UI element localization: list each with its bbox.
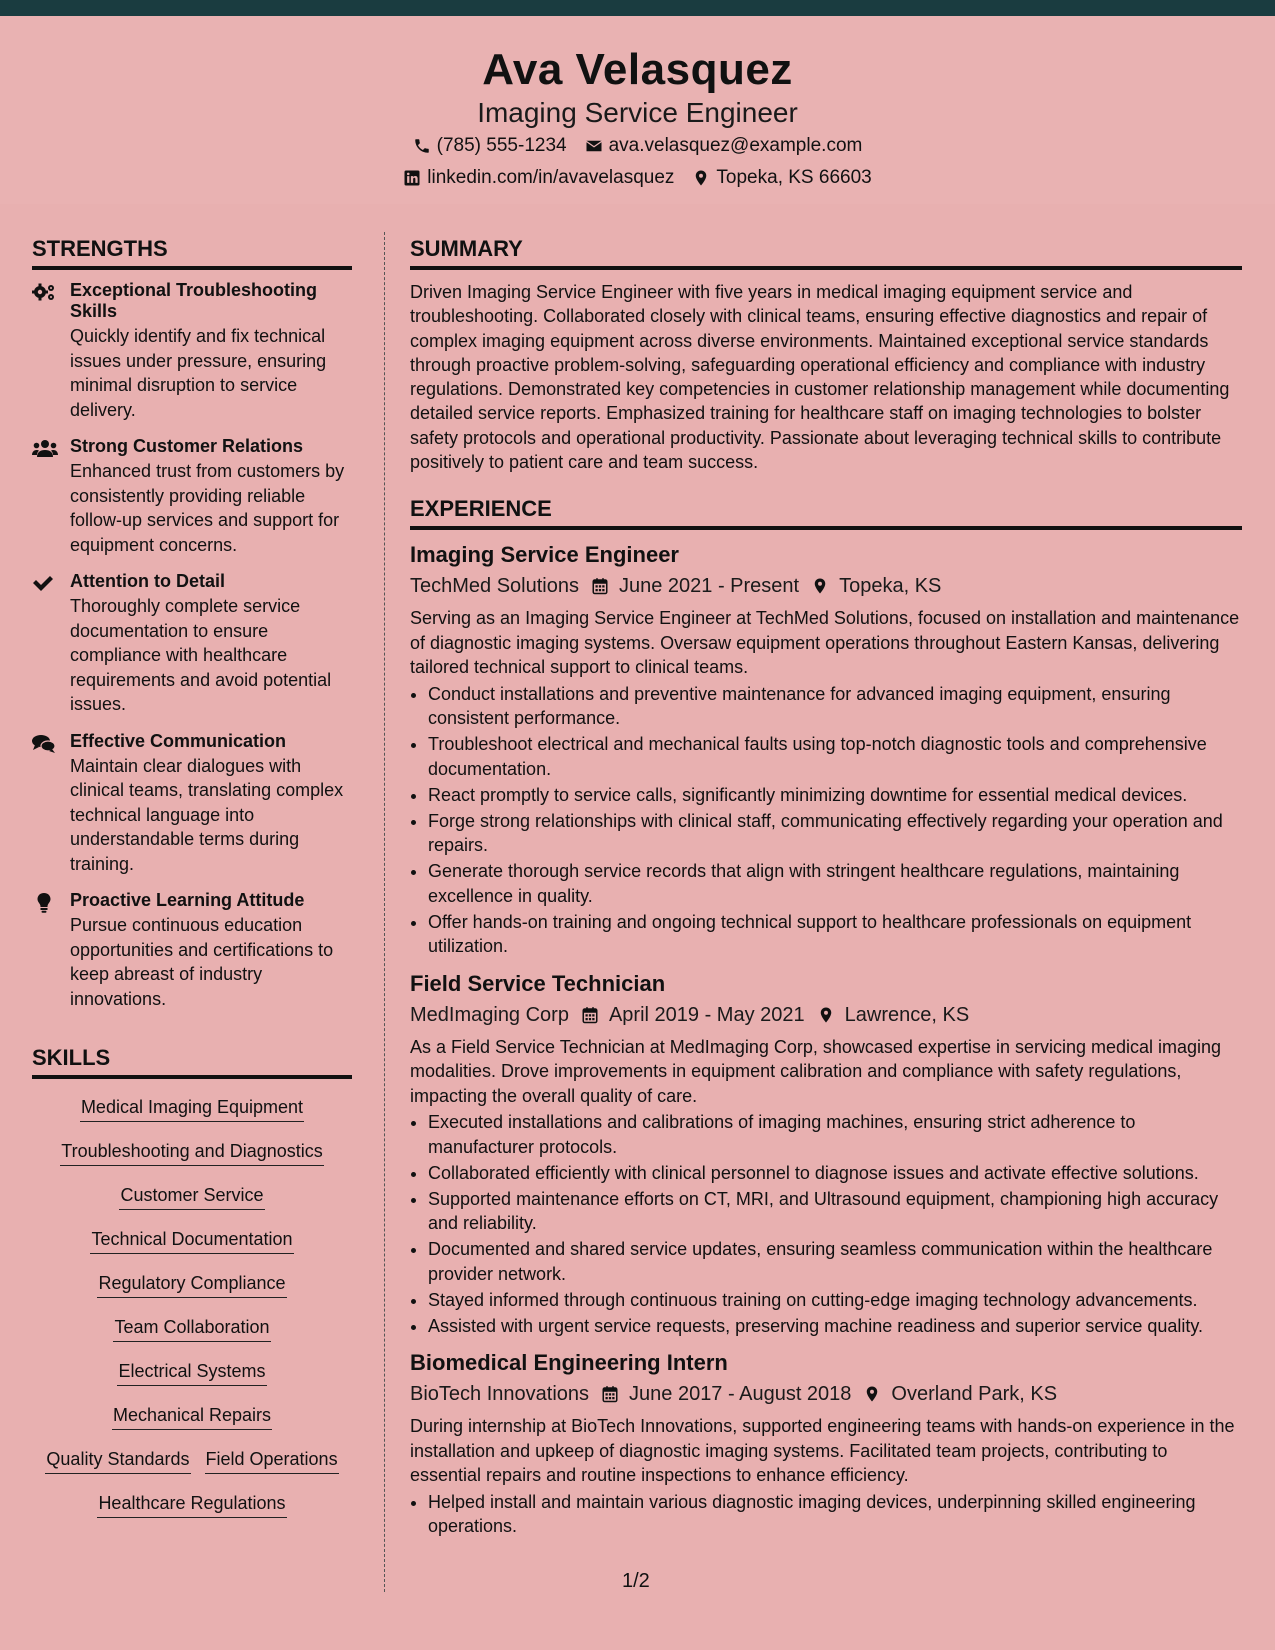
summary-heading: SUMMARY: [410, 232, 1242, 270]
map-pin-icon: [863, 1385, 881, 1403]
linkedin-text: linkedin.com/in/avavelasquez: [427, 167, 675, 188]
job-dates-group: [591, 570, 799, 602]
skill-tag: Medical Imaging Equipment: [80, 1095, 304, 1122]
skill-tag: Field Operations: [205, 1447, 339, 1474]
bullet-item: • Supported maintenance efforts on CT, MRI, and Ultrasound equipment, championing high accuracy and reliability.: [428, 1187, 1242, 1236]
job-company: MedImaging Corp: [410, 1003, 569, 1026]
bullet-item: • Offer hands-on training and ongoing technical support to healthcare professionals on equipment utilization.: [428, 910, 1242, 959]
skills-heading: SKILLS: [32, 1041, 352, 1079]
bullet-item: • Documented and shared service updates, ensuring seamless communication within the healthcare provider network.: [428, 1237, 1242, 1286]
experience-heading: EXPERIENCE: [410, 492, 1242, 530]
skill-tag: Quality Standards: [45, 1447, 190, 1474]
job-description: As a Field Service Technician at MedImaging Corp, showcased expertise in servicing medical imaging modalities. Drove improvements in equipment calibration and compliance with safety regulations, impacting the overall quality of care.: [410, 1036, 1222, 1106]
email-contact[interactable]: [585, 130, 863, 162]
summary-text: Driven Imaging Service Engineer with five years in medical imaging equipment service and troubleshooting. Collaborated closely with clinical teams, ensuring effective diagnostics and repair of complex imaging equipment across diverse environments. Maintained exceptional service standards through proactive problem-solving, safeguarding operational efficiency and compliance with industry regulations. Demonstrated key competencies in customer relationship management while documenting detailed service reports. Emphasized training for healthcare staff on imaging technologies to bolster safety protocols and operational productivity. Passionate about leveraging technical skills to contribute positively to patient care and team success.: [410, 282, 1230, 473]
job-bullets: [410, 682, 1242, 959]
job-dates: June 2017 - August 2018: [629, 1383, 852, 1406]
candidate-title: Imaging Service Engineer: [477, 97, 798, 128]
strength-desc: Pursue continuous education opportunities and certifications to keep abreast of industry innovations.: [70, 915, 334, 1009]
bullet-item: • Conduct installations and preventive maintenance for advanced imaging equipment, ensuring consistent performance.: [428, 682, 1242, 731]
skill-tag: Troubleshooting and Diagnostics: [60, 1139, 324, 1166]
job-dates: April 2019 - May 2021: [608, 1003, 805, 1026]
job-meta: [410, 570, 1242, 602]
job-dates-group: [601, 1378, 851, 1410]
skill-tag: Team Collaboration: [113, 1315, 270, 1342]
comments-icon: [32, 734, 56, 754]
job-company: BioTech Innovations: [410, 1383, 590, 1406]
job-dates-group: [581, 999, 805, 1031]
strength-title: Attention to Detail: [70, 571, 225, 591]
linkedin-contact[interactable]: [403, 162, 674, 194]
bullet-item: • Executed installations and calibrations of imaging machines, ensuring strict adherence to manufacturer protocols.: [428, 1110, 1242, 1159]
bullet-item: • Assisted with urgent service requests, preserving machine readiness and superior service quality.: [428, 1314, 1242, 1339]
strength-title: Proactive Learning Attitude: [70, 890, 305, 910]
strength-desc: Thoroughly complete service documentation to ensure compliance with healthcare requirements and avoid potential issues.: [70, 596, 332, 714]
users-icon: [32, 439, 58, 457]
job-entry: [410, 969, 1242, 1339]
candidate-name: Ava Velasquez: [482, 45, 793, 94]
left-column: [32, 232, 352, 1535]
strength-desc: Quickly identify and fix technical issues under pressure, ensuring minimal disruption to service delivery.: [70, 326, 327, 420]
job-dates: June 2021 - Present: [618, 575, 800, 598]
bullet-item: • Generate thorough service records that align with stringent healthcare regulations, maintaining excellence in quality.: [428, 859, 1242, 908]
job-location-group: [817, 999, 970, 1031]
column-divider: [384, 232, 385, 1592]
job-location: Overland Park, KS: [891, 1383, 1058, 1406]
phone-icon: [413, 137, 431, 155]
check-icon: [32, 574, 54, 592]
linkedin-icon: [403, 169, 421, 187]
skill-tag: Regulatory Compliance: [97, 1271, 286, 1298]
envelope-icon: [585, 137, 603, 155]
bullet-item: • Forge strong relationships with clinical staff, communicating effectively regarding your operation and repairs.: [428, 809, 1242, 858]
contact-row-1: [0, 130, 1275, 162]
job-title: Field Service Technician: [410, 970, 666, 996]
job-bullets: [410, 1490, 1242, 1539]
phone-contact: [413, 130, 567, 162]
top-accent-bar: [0, 0, 1275, 16]
lightbulb-icon: [32, 893, 56, 913]
calendar-icon: [601, 1385, 619, 1403]
job-title: Biomedical Engineering Intern: [410, 1350, 728, 1376]
email-text: ava.velasquez@example.com: [608, 135, 863, 156]
map-pin-icon: [817, 1006, 835, 1024]
phone-text: (785) 555-1234: [436, 135, 567, 156]
location-contact: [692, 162, 871, 194]
strength-item: [32, 280, 352, 422]
right-column: [410, 232, 1242, 1549]
skill-tag: Electrical Systems: [117, 1359, 266, 1386]
calendar-icon: [581, 1006, 599, 1024]
skill-tag: Customer Service: [119, 1183, 264, 1210]
experience-section: [410, 492, 1242, 1539]
strength-title: Strong Customer Relations: [70, 436, 304, 456]
job-meta: [410, 1378, 1242, 1410]
strength-desc: Maintain clear dialogues with clinical teams, translating complex technical language into understandable terms during training.: [70, 755, 344, 874]
job-location-group: [863, 1378, 1057, 1410]
strength-item: [32, 890, 352, 1011]
bullet-item: • Troubleshoot electrical and mechanical faults using top-notch diagnostic tools and comprehensive documentation.: [428, 732, 1242, 781]
strengths-heading: STRENGTHS: [32, 232, 352, 270]
job-description: During internship at BioTech Innovations, supported engineering teams with hands-on experience in the installation and upkeep of diagnostic imaging systems. Facilitated team projects, contributing to essential repairs and routine inspections to enhance efficiency.: [410, 1416, 1235, 1486]
strength-title: Effective Communication: [70, 730, 287, 751]
job-title: Imaging Service Engineer: [410, 542, 679, 568]
strength-item: [32, 731, 352, 877]
strength-item: [32, 436, 352, 557]
bullet-item: • React promptly to service calls, significantly minimizing downtime for essential medical devices.: [428, 783, 1242, 808]
page-number: 1/2: [622, 1570, 650, 1592]
job-meta: [410, 999, 1242, 1031]
gears-icon: [32, 283, 56, 303]
job-description: Serving as an Imaging Service Engineer at TechMed Solutions, focused on installation and maintenance of diagnostic imaging systems. Oversaw equipment operations throughout Eastern Kansas, delivering tailored technical support to clinical teams.: [410, 608, 1240, 678]
job-location: Lawrence, KS: [844, 1003, 970, 1026]
skill-tag: Mechanical Repairs: [112, 1403, 272, 1430]
bullet-item: • Collaborated efficiently with clinical personnel to diagnose issues and activate effective solutions.: [428, 1161, 1242, 1186]
map-pin-icon: [692, 169, 710, 187]
strength-desc: Enhanced trust from customers by consistently providing reliable follow-up services and support for equipment concerns.: [70, 461, 345, 555]
job-location: Topeka, KS: [839, 575, 942, 598]
job-bullets: [410, 1110, 1242, 1338]
skill-tag: Healthcare Regulations: [97, 1491, 286, 1518]
strength-item: [32, 571, 352, 717]
skills-section: [32, 1041, 352, 1535]
job-location-group: [811, 570, 941, 602]
skill-list: [32, 1089, 352, 1535]
job-company: TechMed Solutions: [410, 575, 579, 598]
resume-header: [0, 16, 1275, 204]
job-entry: [410, 1348, 1242, 1539]
map-pin-icon: [811, 577, 829, 595]
calendar-icon: [591, 577, 609, 595]
location-text: Topeka, KS 66603: [716, 167, 872, 188]
bullet-item: • Stayed informed through continuous training on cutting-edge imaging technology advancements.: [428, 1288, 1242, 1313]
contact-row-2: [0, 162, 1275, 194]
bullet-item: • Helped install and maintain various diagnostic imaging devices, underpinning skilled engineering operations.: [428, 1490, 1242, 1539]
strength-title: Exceptional Troubleshooting Skills: [70, 280, 318, 321]
job-entry: [410, 540, 1242, 959]
skill-tag: Technical Documentation: [90, 1227, 293, 1254]
